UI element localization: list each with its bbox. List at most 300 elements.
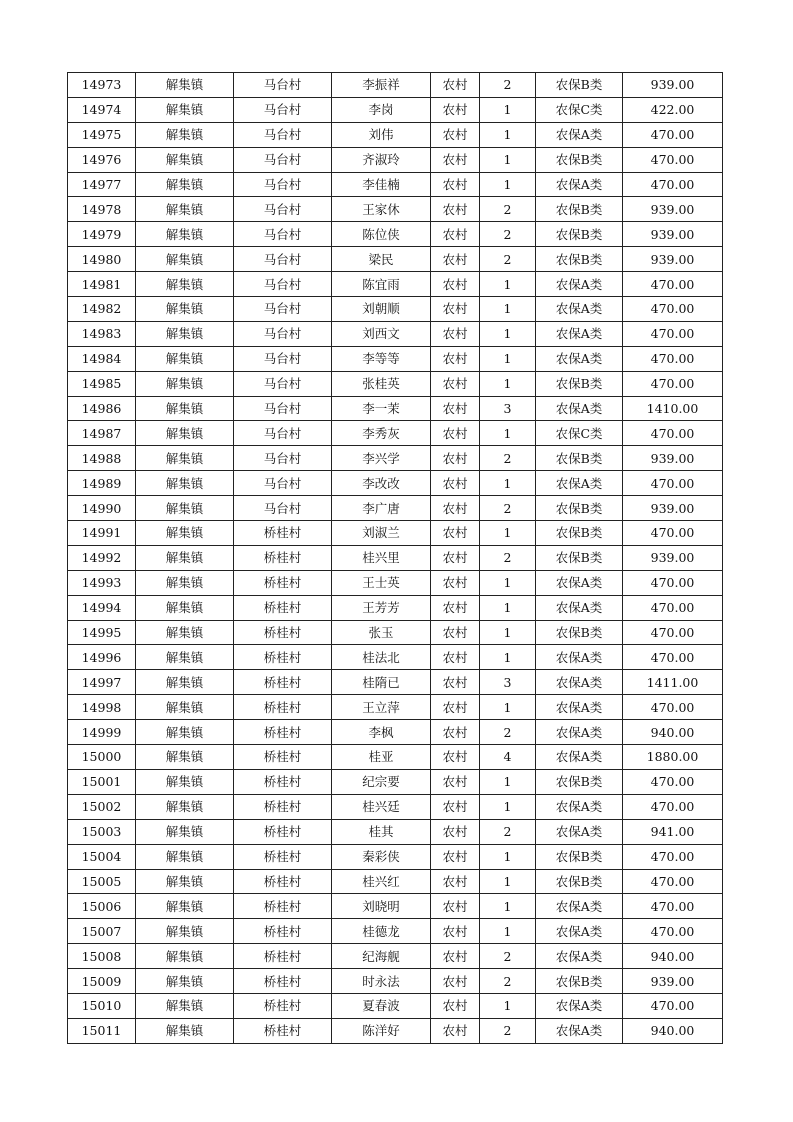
town-cell: 解集镇 — [136, 695, 234, 720]
member-count-cell: 1 — [480, 894, 536, 919]
household-type-cell: 农村 — [431, 471, 480, 496]
table-row — [68, 570, 723, 595]
name-cell: 桂隋已 — [332, 670, 431, 695]
village-cell: 桥桂村 — [234, 570, 332, 595]
member-count-cell: 4 — [480, 745, 536, 770]
town-cell: 解集镇 — [136, 844, 234, 869]
table-row — [68, 172, 723, 197]
household-type-cell: 农村 — [431, 570, 480, 595]
member-count-cell: 2 — [480, 944, 536, 969]
amount-cell: 939.00 — [623, 222, 723, 247]
name-cell: 夏春波 — [332, 993, 431, 1018]
name-cell: 张桂英 — [332, 371, 431, 396]
amount-cell: 470.00 — [623, 147, 723, 172]
household-type-cell: 农村 — [431, 595, 480, 620]
table-row — [68, 794, 723, 819]
record-id-cell: 14997 — [68, 670, 136, 695]
household-type-cell: 农村 — [431, 769, 480, 794]
town-cell: 解集镇 — [136, 172, 234, 197]
table-row — [68, 496, 723, 521]
table-body — [68, 73, 723, 1044]
village-cell: 桥桂村 — [234, 919, 332, 944]
household-type-cell: 农村 — [431, 869, 480, 894]
record-id-cell: 15004 — [68, 844, 136, 869]
record-id-cell: 14977 — [68, 172, 136, 197]
town-cell: 解集镇 — [136, 869, 234, 894]
town-cell: 解集镇 — [136, 222, 234, 247]
insurance-category-cell: 农保A类 — [536, 471, 623, 496]
household-type-cell: 农村 — [431, 446, 480, 471]
insurance-category-cell: 农保B类 — [536, 371, 623, 396]
record-id-cell: 14981 — [68, 272, 136, 297]
town-cell: 解集镇 — [136, 1018, 234, 1043]
insurance-category-cell: 农保B类 — [536, 222, 623, 247]
member-count-cell: 2 — [480, 73, 536, 98]
member-count-cell: 2 — [480, 247, 536, 272]
table-row — [68, 545, 723, 570]
insurance-category-cell: 农保A类 — [536, 645, 623, 670]
amount-cell: 939.00 — [623, 73, 723, 98]
household-type-cell: 农村 — [431, 670, 480, 695]
amount-cell: 470.00 — [623, 919, 723, 944]
member-count-cell: 1 — [480, 919, 536, 944]
table-row — [68, 919, 723, 944]
insurance-category-cell: 农保B类 — [536, 247, 623, 272]
member-count-cell: 1 — [480, 521, 536, 546]
insurance-category-cell: 农保A类 — [536, 346, 623, 371]
table-row — [68, 371, 723, 396]
insurance-category-cell: 农保A类 — [536, 595, 623, 620]
member-count-cell: 1 — [480, 595, 536, 620]
village-cell: 桥桂村 — [234, 969, 332, 994]
household-type-cell: 农村 — [431, 73, 480, 98]
insurance-category-cell: 农保A类 — [536, 819, 623, 844]
member-count-cell: 1 — [480, 570, 536, 595]
amount-cell: 940.00 — [623, 944, 723, 969]
record-id-cell: 15010 — [68, 993, 136, 1018]
insurance-category-cell: 农保A类 — [536, 570, 623, 595]
record-id-cell: 14999 — [68, 720, 136, 745]
insurance-category-cell: 农保A类 — [536, 122, 623, 147]
village-cell: 桥桂村 — [234, 720, 332, 745]
town-cell: 解集镇 — [136, 645, 234, 670]
record-id-cell: 15002 — [68, 794, 136, 819]
record-id-cell: 15005 — [68, 869, 136, 894]
name-cell: 桂德龙 — [332, 919, 431, 944]
table-row — [68, 471, 723, 496]
insurance-category-cell: 农保B类 — [536, 521, 623, 546]
name-cell: 李等等 — [332, 346, 431, 371]
village-cell: 桥桂村 — [234, 819, 332, 844]
member-count-cell: 1 — [480, 297, 536, 322]
record-id-cell: 15007 — [68, 919, 136, 944]
town-cell: 解集镇 — [136, 919, 234, 944]
village-cell: 桥桂村 — [234, 670, 332, 695]
record-id-cell: 14989 — [68, 471, 136, 496]
table-row — [68, 197, 723, 222]
member-count-cell: 2 — [480, 819, 536, 844]
village-cell: 桥桂村 — [234, 794, 332, 819]
member-count-cell: 3 — [480, 670, 536, 695]
household-type-cell: 农村 — [431, 247, 480, 272]
amount-cell: 1410.00 — [623, 396, 723, 421]
table-row — [68, 894, 723, 919]
town-cell: 解集镇 — [136, 471, 234, 496]
village-cell: 马台村 — [234, 197, 332, 222]
table-row — [68, 620, 723, 645]
name-cell: 李改改 — [332, 471, 431, 496]
household-type-cell: 农村 — [431, 272, 480, 297]
insurance-category-cell: 农保B类 — [536, 844, 623, 869]
amount-cell: 470.00 — [623, 695, 723, 720]
table-row — [68, 869, 723, 894]
record-id-cell: 14976 — [68, 147, 136, 172]
member-count-cell: 1 — [480, 620, 536, 645]
name-cell: 李兴学 — [332, 446, 431, 471]
village-cell: 马台村 — [234, 496, 332, 521]
record-id-cell: 14998 — [68, 695, 136, 720]
town-cell: 解集镇 — [136, 321, 234, 346]
village-cell: 桥桂村 — [234, 844, 332, 869]
record-id-cell: 14988 — [68, 446, 136, 471]
insurance-category-cell: 农保B类 — [536, 869, 623, 894]
amount-cell: 1880.00 — [623, 745, 723, 770]
member-count-cell: 1 — [480, 97, 536, 122]
insurance-category-cell: 农保B类 — [536, 496, 623, 521]
record-id-cell: 14987 — [68, 421, 136, 446]
member-count-cell: 1 — [480, 993, 536, 1018]
name-cell: 张玉 — [332, 620, 431, 645]
name-cell: 刘淑兰 — [332, 521, 431, 546]
village-cell: 桥桂村 — [234, 894, 332, 919]
insurance-category-cell: 农保B类 — [536, 969, 623, 994]
town-cell: 解集镇 — [136, 97, 234, 122]
name-cell: 秦彩侠 — [332, 844, 431, 869]
record-id-cell: 15011 — [68, 1018, 136, 1043]
amount-cell: 470.00 — [623, 794, 723, 819]
insurance-category-cell: 农保A类 — [536, 272, 623, 297]
town-cell: 解集镇 — [136, 122, 234, 147]
household-type-cell: 农村 — [431, 969, 480, 994]
insurance-category-cell: 农保C类 — [536, 97, 623, 122]
household-type-cell: 农村 — [431, 993, 480, 1018]
table-row — [68, 122, 723, 147]
name-cell: 刘伟 — [332, 122, 431, 147]
member-count-cell: 2 — [480, 496, 536, 521]
table-row — [68, 247, 723, 272]
amount-cell: 470.00 — [623, 321, 723, 346]
town-cell: 解集镇 — [136, 794, 234, 819]
town-cell: 解集镇 — [136, 147, 234, 172]
member-count-cell: 3 — [480, 396, 536, 421]
member-count-cell: 1 — [480, 869, 536, 894]
village-cell: 马台村 — [234, 297, 332, 322]
village-cell: 马台村 — [234, 321, 332, 346]
insurance-category-cell: 农保C类 — [536, 421, 623, 446]
table-row — [68, 346, 723, 371]
town-cell: 解集镇 — [136, 496, 234, 521]
name-cell: 李一茉 — [332, 396, 431, 421]
amount-cell: 470.00 — [623, 172, 723, 197]
record-id-cell: 14973 — [68, 73, 136, 98]
name-cell: 陈宜雨 — [332, 272, 431, 297]
town-cell: 解集镇 — [136, 993, 234, 1018]
town-cell: 解集镇 — [136, 595, 234, 620]
record-id-cell: 14974 — [68, 97, 136, 122]
town-cell: 解集镇 — [136, 272, 234, 297]
name-cell: 桂法北 — [332, 645, 431, 670]
name-cell: 王家休 — [332, 197, 431, 222]
village-cell: 桥桂村 — [234, 745, 332, 770]
household-type-cell: 农村 — [431, 222, 480, 247]
town-cell: 解集镇 — [136, 73, 234, 98]
amount-cell: 470.00 — [623, 371, 723, 396]
name-cell: 齐淑玲 — [332, 147, 431, 172]
record-id-cell: 15003 — [68, 819, 136, 844]
village-cell: 马台村 — [234, 446, 332, 471]
member-count-cell: 1 — [480, 272, 536, 297]
household-type-cell: 农村 — [431, 172, 480, 197]
village-cell: 桥桂村 — [234, 1018, 332, 1043]
village-cell: 桥桂村 — [234, 595, 332, 620]
insurance-category-cell: 农保A类 — [536, 944, 623, 969]
insurance-category-cell: 农保B类 — [536, 769, 623, 794]
insurance-category-cell: 农保B类 — [536, 446, 623, 471]
town-cell: 解集镇 — [136, 197, 234, 222]
insurance-category-cell: 农保A类 — [536, 993, 623, 1018]
village-cell: 马台村 — [234, 73, 332, 98]
record-id-cell: 14995 — [68, 620, 136, 645]
record-id-cell: 14993 — [68, 570, 136, 595]
town-cell: 解集镇 — [136, 570, 234, 595]
amount-cell: 470.00 — [623, 272, 723, 297]
insurance-category-cell: 农保B类 — [536, 545, 623, 570]
table-row — [68, 321, 723, 346]
town-cell: 解集镇 — [136, 446, 234, 471]
member-count-cell: 2 — [480, 1018, 536, 1043]
household-type-cell: 农村 — [431, 1018, 480, 1043]
insurance-category-cell: 农保A类 — [536, 720, 623, 745]
town-cell: 解集镇 — [136, 769, 234, 794]
name-cell: 纪宗要 — [332, 769, 431, 794]
village-cell: 马台村 — [234, 421, 332, 446]
member-count-cell: 2 — [480, 446, 536, 471]
village-cell: 桥桂村 — [234, 521, 332, 546]
village-cell: 桥桂村 — [234, 993, 332, 1018]
record-id-cell: 15000 — [68, 745, 136, 770]
household-type-cell: 农村 — [431, 421, 480, 446]
household-type-cell: 农村 — [431, 396, 480, 421]
household-type-cell: 农村 — [431, 819, 480, 844]
table-row — [68, 1018, 723, 1043]
amount-cell: 470.00 — [623, 122, 723, 147]
table-row — [68, 993, 723, 1018]
name-cell: 李佳楠 — [332, 172, 431, 197]
record-id-cell: 14978 — [68, 197, 136, 222]
table-row — [68, 147, 723, 172]
member-count-cell: 1 — [480, 346, 536, 371]
town-cell: 解集镇 — [136, 720, 234, 745]
record-id-cell: 14975 — [68, 122, 136, 147]
table-row — [68, 844, 723, 869]
household-type-cell: 农村 — [431, 521, 480, 546]
household-type-cell: 农村 — [431, 695, 480, 720]
member-count-cell: 2 — [480, 969, 536, 994]
town-cell: 解集镇 — [136, 521, 234, 546]
insurance-category-cell: 农保A类 — [536, 794, 623, 819]
household-type-cell: 农村 — [431, 371, 480, 396]
record-id-cell: 14980 — [68, 247, 136, 272]
table-row — [68, 446, 723, 471]
name-cell: 桂兴红 — [332, 869, 431, 894]
insurance-category-cell: 农保A类 — [536, 172, 623, 197]
village-cell: 马台村 — [234, 122, 332, 147]
amount-cell: 470.00 — [623, 894, 723, 919]
table-row — [68, 73, 723, 98]
village-cell: 马台村 — [234, 471, 332, 496]
table-row — [68, 695, 723, 720]
town-cell: 解集镇 — [136, 894, 234, 919]
insurance-category-cell: 农保A类 — [536, 1018, 623, 1043]
record-id-cell: 15008 — [68, 944, 136, 969]
village-cell: 马台村 — [234, 396, 332, 421]
record-id-cell: 15006 — [68, 894, 136, 919]
household-type-cell: 农村 — [431, 197, 480, 222]
household-type-cell: 农村 — [431, 297, 480, 322]
household-type-cell: 农村 — [431, 545, 480, 570]
amount-cell: 470.00 — [623, 297, 723, 322]
village-cell: 马台村 — [234, 346, 332, 371]
table-row — [68, 745, 723, 770]
member-count-cell: 2 — [480, 197, 536, 222]
member-count-cell: 1 — [480, 471, 536, 496]
table-row — [68, 720, 723, 745]
amount-cell: 470.00 — [623, 993, 723, 1018]
insurance-category-cell: 农保B类 — [536, 73, 623, 98]
insurance-category-cell: 农保A类 — [536, 894, 623, 919]
record-id-cell: 14990 — [68, 496, 136, 521]
village-cell: 马台村 — [234, 247, 332, 272]
town-cell: 解集镇 — [136, 297, 234, 322]
member-count-cell: 1 — [480, 769, 536, 794]
village-cell: 桥桂村 — [234, 695, 332, 720]
table-row — [68, 421, 723, 446]
amount-cell: 940.00 — [623, 1018, 723, 1043]
amount-cell: 470.00 — [623, 844, 723, 869]
amount-cell: 470.00 — [623, 620, 723, 645]
name-cell: 时永法 — [332, 969, 431, 994]
table-row — [68, 969, 723, 994]
village-cell: 桥桂村 — [234, 545, 332, 570]
insurance-category-cell: 农保A类 — [536, 396, 623, 421]
town-cell: 解集镇 — [136, 421, 234, 446]
household-type-cell: 农村 — [431, 620, 480, 645]
village-cell: 桥桂村 — [234, 769, 332, 794]
name-cell: 桂亚 — [332, 745, 431, 770]
household-type-cell: 农村 — [431, 645, 480, 670]
town-cell: 解集镇 — [136, 346, 234, 371]
name-cell: 李广唐 — [332, 496, 431, 521]
table-row — [68, 645, 723, 670]
name-cell: 刘晓明 — [332, 894, 431, 919]
name-cell: 李秀灰 — [332, 421, 431, 446]
town-cell: 解集镇 — [136, 620, 234, 645]
village-cell: 桥桂村 — [234, 645, 332, 670]
village-cell: 桥桂村 — [234, 869, 332, 894]
town-cell: 解集镇 — [136, 745, 234, 770]
town-cell: 解集镇 — [136, 371, 234, 396]
member-count-cell: 1 — [480, 321, 536, 346]
record-id-cell: 14986 — [68, 396, 136, 421]
amount-cell: 939.00 — [623, 496, 723, 521]
record-id-cell: 14985 — [68, 371, 136, 396]
name-cell: 桂兴里 — [332, 545, 431, 570]
household-type-cell: 农村 — [431, 122, 480, 147]
village-cell: 马台村 — [234, 172, 332, 197]
amount-cell: 939.00 — [623, 446, 723, 471]
insurance-category-cell: 农保A类 — [536, 919, 623, 944]
amount-cell: 939.00 — [623, 197, 723, 222]
amount-cell: 470.00 — [623, 471, 723, 496]
amount-cell: 470.00 — [623, 769, 723, 794]
table-row — [68, 944, 723, 969]
household-type-cell: 农村 — [431, 346, 480, 371]
town-cell: 解集镇 — [136, 247, 234, 272]
amount-cell: 470.00 — [623, 421, 723, 446]
household-type-cell: 农村 — [431, 97, 480, 122]
record-id-cell: 14991 — [68, 521, 136, 546]
village-cell: 马台村 — [234, 147, 332, 172]
name-cell: 李枫 — [332, 720, 431, 745]
village-cell: 桥桂村 — [234, 944, 332, 969]
town-cell: 解集镇 — [136, 670, 234, 695]
amount-cell: 470.00 — [623, 595, 723, 620]
household-type-cell: 农村 — [431, 321, 480, 346]
record-id-cell: 14994 — [68, 595, 136, 620]
village-cell: 马台村 — [234, 272, 332, 297]
benefit-table — [67, 72, 723, 1044]
amount-cell: 939.00 — [623, 545, 723, 570]
insurance-category-cell: 农保B类 — [536, 147, 623, 172]
name-cell: 陈位侠 — [332, 222, 431, 247]
name-cell: 纪海舰 — [332, 944, 431, 969]
member-count-cell: 1 — [480, 122, 536, 147]
town-cell: 解集镇 — [136, 944, 234, 969]
amount-cell: 1411.00 — [623, 670, 723, 695]
town-cell: 解集镇 — [136, 819, 234, 844]
insurance-category-cell: 农保A类 — [536, 745, 623, 770]
insurance-category-cell: 农保B类 — [536, 620, 623, 645]
insurance-category-cell: 农保B类 — [536, 197, 623, 222]
record-id-cell: 14983 — [68, 321, 136, 346]
town-cell: 解集镇 — [136, 545, 234, 570]
name-cell: 陈洋好 — [332, 1018, 431, 1043]
household-type-cell: 农村 — [431, 147, 480, 172]
table-row — [68, 769, 723, 794]
name-cell: 桂其 — [332, 819, 431, 844]
household-type-cell: 农村 — [431, 944, 480, 969]
member-count-cell: 1 — [480, 844, 536, 869]
town-cell: 解集镇 — [136, 396, 234, 421]
household-type-cell: 农村 — [431, 794, 480, 819]
table-row — [68, 297, 723, 322]
record-id-cell: 14979 — [68, 222, 136, 247]
member-count-cell: 2 — [480, 545, 536, 570]
table-row — [68, 670, 723, 695]
name-cell: 梁民 — [332, 247, 431, 272]
member-count-cell: 1 — [480, 371, 536, 396]
town-cell: 解集镇 — [136, 969, 234, 994]
